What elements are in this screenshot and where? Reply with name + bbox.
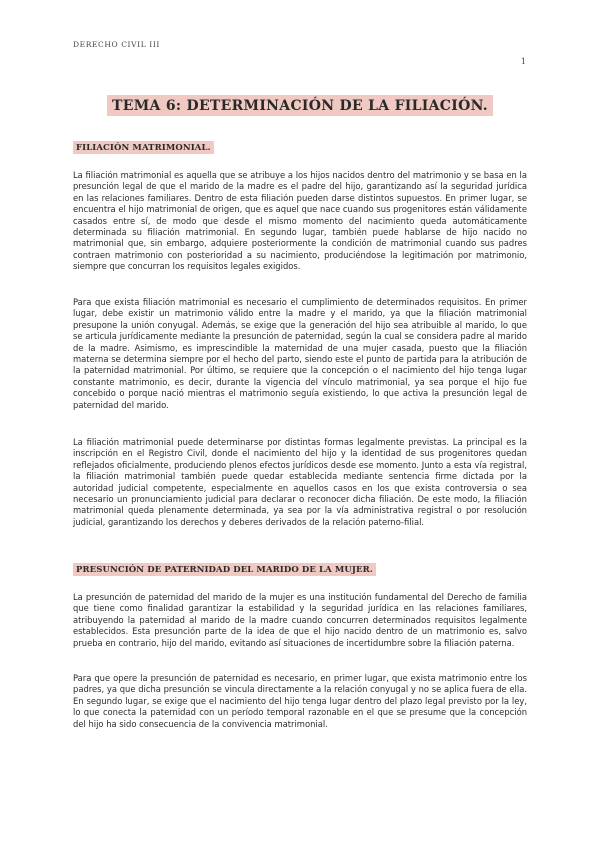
page-number: 1	[520, 57, 526, 66]
paragraph: Para que opere la presunción de paternidad es necesario, en primer lugar, que exista matrimonio entre los padres, ya que dicha presunción se vincula directamente a la relación conyugal y no se aplica fuera de ella. En segundo lugar, se exige que el nacimiento del hijo tenga lugar dentro del plazo legal previsto por la ley, lo que conecta la paternidad con un período temporal razonable en el que se presume que la concepción del hijo ha sido consecuencia de la convivencia matrimonial.	[73, 673, 527, 729]
paragraph: La filiación matrimonial puede determinarse por distintas formas legalmente previstas. La principal es la inscripción en el Registro Civil, donde el nacimiento del hijo y la identidad de sus progenitores quedan reflejados oficialmente, produciendo plenos efectos jurídicos desde ese momento. Junto a esta vía registral, la filiación matrimonial también puede quedar establecida mediante sentencia firme dictada por la autoridad judicial competente, especialmente en aquellos casos en los que exista controversia o sea necesario un pronunciamiento judicial para declarar o reconocer dicha filiación. De este modo, la filiación matrimonial queda plenamente determinada, ya sea por la vía administrativa registral o por resolución judicial, garantizando los derechos y deberes derivados de la relación paterno-filial.	[73, 437, 527, 527]
section-heading-presuncion-paternidad: PRESUNCIÓN DE PATERNIDAD DEL MARIDO DE LA MUJER.	[73, 563, 376, 576]
running-header: DERECHO CIVIL III	[73, 40, 160, 49]
document-title: TEMA 6: DETERMINACIÓN DE LA FILIACIÓN.	[107, 95, 493, 116]
section-heading-filiacion-matrimonial: FILIACIÓN MATRIMONIAL.	[73, 141, 214, 154]
paragraph: Para que exista filiación matrimonial es necesario el cumplimiento de determinados requisitos. En primer lugar, debe existir un matrimonio válido entre la madre y el marido, ya que la filiación matrimonial presupone la unión conyugal. Además, se exige que la generación del hijo sea atribuible al marido, lo que se articula jurídicamente mediante la presunción de paternidad, según la cual se considera padre al marido de la madre. Asimismo, es imprescindible la maternidad de una mujer casada, puesto que la filiación materna se determina siempre por el hecho del parto, siendo este el punto de partida para la atribución de la paternidad matrimonial. Por último, se requiere que la concepción o el nacimiento del hijo tenga lugar constante matrimonio, es decir, durante la vigencia del vínculo matrimonial, ya sea porque el hijo fue concebido o porque nació mientras el matrimonio seguía existiendo, lo que activa la presunción legal de paternidad del marido.	[73, 297, 527, 410]
paragraph: La presunción de paternidad del marido de la mujer es una institución fundamental del Derecho de familia que tiene como finalidad garantizar la estabilidad y la seguridad jurídica en las relaciones familiares, atribuyendo la paternidad al marido de la madre cuando concurren determinados requisitos legalmente establecidos. Esta presunción parte de la idea de que el hijo nacido dentro de un matrimonio es, salvo prueba en contrario, hijo del marido, evitando así situaciones de incertidumbre sobre la filiación paterna.	[73, 592, 527, 648]
title-container	[0, 95, 600, 116]
paragraph: La filiación matrimonial es aquella que se atribuye a los hijos nacidos dentro del matrimonio y se basa en la presunción legal de que el marido de la madre es el padre del hijo, garantizando así la seguridad jurídica en las relaciones familiares. Dentro de esta filiación pueden darse distintos supuestos. En primer lugar, se encuentra el hijo matrimonial de origen, que es aquel que nace cuando sus progenitores están válidamente casados entre sí, de modo que desde el mismo momento del nacimiento queda automáticamente determinada su filiación matrimonial. En segundo lugar, también puede hablarse de hijo nacido no matrimonial que, sin embargo, adquiere posteriormente la condición de matrimonial cuando sus padres contraen matrimonio con posterioridad a su nacimiento, produciéndose la legitimación por matrimonio, siempre que concurran los requisitos legales exigidos.	[73, 170, 527, 272]
